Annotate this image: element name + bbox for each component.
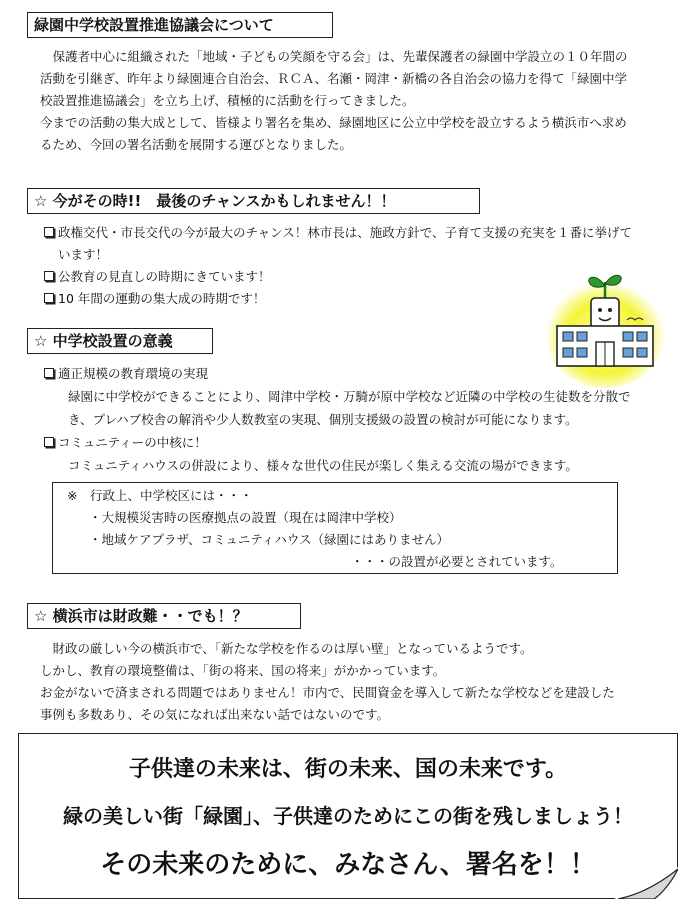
now-item-2 [44, 266, 271, 288]
section-heading-about: 緑園中学校設置推進協議会について [27, 12, 333, 38]
section-heading-significance: ☆ 中学校設置の意義 [27, 328, 213, 354]
banner-line-3: その未来のために、みなさん、署名を！！ [100, 850, 596, 880]
section-heading-finance: ☆ 横浜市は財政難・・でも！？ [27, 603, 301, 629]
note-line-4: ・・・の設置が必要とされています。 [351, 554, 563, 569]
significance-item-1-title: 適正規模の教育環境の実現 [58, 366, 209, 381]
now-item-1-text: 政権交代・市長交代の今が最大のチャンス！林市長は、施政方針で、子育て支援の充実を１番に挙げて [58, 225, 633, 240]
note-line-3: ・地域ケアプラザ、コミュニティハウス（緑園にはありません） [89, 532, 450, 547]
now-item-2-text: 公教育の見直しの時期にきています！ [58, 269, 271, 284]
note-box [52, 482, 618, 574]
about-line-4: 今までの活動の集大成として、皆様より署名を集め、緑園地区に公立中学校を設立するよう横浜市へ求め [40, 115, 627, 130]
finance-line-3: お金がないで済まされる問題ではありません！市内で、民間資金を導入して新たな学校などを建設した [40, 685, 615, 700]
about-line-5: るため、今回の署名活動を展開する運びとなりました。 [40, 137, 353, 152]
note-line-1: ※ 行政上、中学校区には・・・ [67, 488, 253, 503]
checkbox-bullet-icon [44, 271, 54, 281]
about-line-3: 校設置推進協議会」を立ち上げ、積極的に活動を行ってきました。 [40, 93, 415, 108]
significance-item-2-line: コミュニティハウスの併設により、様々な世代の住民が楽しく集える交流の場ができます。 [68, 458, 578, 473]
page-curl-icon [614, 867, 678, 899]
about-line-1: 保護者中心に組織された「地域・子どもの笑顔を守る会」は、先輩保護者の緑園中学設立の１０年間の [40, 49, 628, 64]
finance-line-4: 事例も多数あり、その気になれば出来ない話ではないのです。 [40, 707, 390, 722]
finance-line-2: しかし、教育の環境整備は、「街の将来、国の将来」がかかっています。 [40, 663, 446, 678]
now-item-3-text: 10 年間の運動の集大成の時期です！ [58, 291, 266, 306]
section-heading-now: ☆ 今がその時!! 最後のチャンスかもしれません！！ [27, 188, 480, 214]
significance-item-2-title: コミュニティーの中核に！ [58, 435, 207, 450]
about-line-2: 活動を引継ぎ、昨年より緑園連合自治会、ＲＣＡ、名瀬・岡津・新橋の各自治会の協力を得て「緑園中学 [40, 71, 628, 86]
now-item-1-cont: います！ [58, 247, 109, 262]
call-to-action-banner [18, 733, 678, 899]
checkbox-bullet-icon [44, 293, 54, 303]
banner-line-2: 緑の美しい街「緑園」、子供達のためにこの街を残しましょう！ [63, 804, 633, 828]
school-building-sprout-icon [543, 268, 667, 390]
banner-line-1: 子供達の未来は、街の未来、国の未来です。 [128, 757, 568, 782]
significance-item-1-line-1: 緑園に中学校ができることにより、岡津中学校・万騎が原中学校など近隣の中学校の生徒数を分散で [68, 389, 631, 404]
finance-line-1: 財政の厳しい今の横浜市で、「新たな学校を作るのは厚い壁」となっているようです。 [40, 641, 533, 656]
note-line-2: ・大規模災害時の医療拠点の設置（現在は岡津中学校） [89, 510, 402, 525]
checkbox-bullet-icon [44, 437, 54, 447]
significance-item-2 [44, 432, 207, 454]
checkbox-bullet-icon [44, 227, 54, 237]
significance-item-1-line-2: き、プレハブ校舎の解消や少人数教室の実現、個別支援級の設置の検討が可能になります。 [68, 412, 578, 427]
now-item-3 [44, 288, 265, 310]
checkbox-bullet-icon [44, 368, 54, 378]
significance-item-1 [44, 363, 208, 385]
now-item-1 [44, 222, 632, 244]
